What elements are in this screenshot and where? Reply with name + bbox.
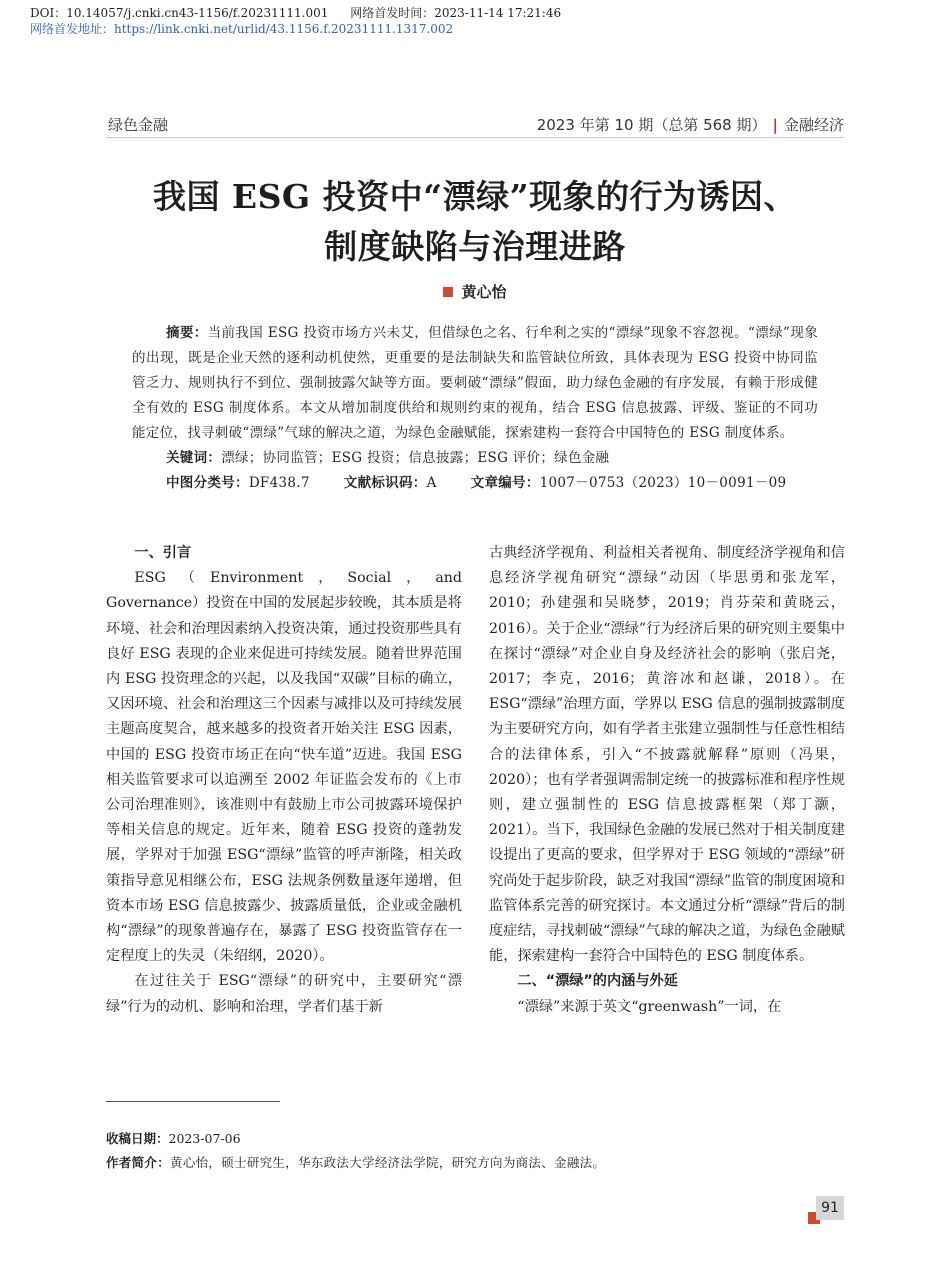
- body-paragraph: “漂绿”来源于英文“greenwash”一词，在: [517, 998, 782, 1015]
- author-name: 黄心怡: [461, 283, 507, 301]
- title-line-1: 我国 ESG 投资中“漂绿”现象的行为诱因、: [152, 177, 798, 216]
- bio-text: 黄心怡，硕士研究生，华东政法大学经济法学院，研究方向为商法、金融法。: [170, 1155, 606, 1170]
- abstract-text: 当前我国 ESG 投资市场方兴未艾，但借绿色之名、行牟利之实的“漂绿”现象不容忽视。“漂绿”现象的出现，既是企业天然的逐利动机使然，更重要的是法制缺失和监管缺位所致，具体表现为 ESG 投资中协同监管乏力、规则执行不到位、强制披露欠缺等方面。要刺破“漂绿”假面，助力绿色金融的有序发展，有赖于形成健全有效的 ESG 制度体系。本文从增加制度供给和规则约束的视角，结合 ESG 信息披露、评级、鉴证的不同功能定位，找寻刺破“漂绿”气球的解决之道，为绿色金融赋能，探索建构一套符合中国特色的 ESG 制度体系。: [132, 325, 818, 441]
- online-pub-url[interactable]: 网络首发地址：https://link.cnki.net/urlid/43.1156.f.20231111.1317.002: [30, 22, 454, 36]
- header-issue-info: [537, 114, 844, 135]
- received-date: 2023-07-06: [168, 1131, 241, 1146]
- received-label: 收稿日期：: [106, 1131, 169, 1146]
- footnote-rule: [106, 1101, 280, 1102]
- bio-label: 作者简介：: [106, 1155, 171, 1170]
- abstract-label: 摘要：: [166, 325, 208, 341]
- keywords-text: 漂绿；协同监管；ESG 投资；信息披露；ESG 评价；绿色金融: [221, 450, 610, 466]
- article-no-label: 文章编号：: [470, 475, 540, 491]
- doi-line: [30, 4, 561, 21]
- doi-text: DOI：10.14057/j.cnki.cn43-1156/f.20231111.001: [30, 6, 329, 20]
- keywords-label: 关键词：: [166, 450, 222, 466]
- doc-code-value: A: [426, 475, 437, 491]
- body-column-left: [106, 541, 462, 1020]
- body-paragraph: 古典经济学视角、利益相关者视角、制度经济学视角和信息经济学视角研究“漂绿”动因（毕思勇和张龙军，2010；孙建强和吴晓梦，2019；肖芬荣和黄晓云，2016）。关于企业“漂绿”行为经济后果的研究则主要集中在探讨“漂绿”对企业自身及经济社会的影响（张启尧，2017；李克，2016；黄溶冰和赵谦，2018）。在 ESG“漂绿”治理方面，学界以 ESG 信息的强制披露制度为主要研究方向，如有学者主张建立强制性与任意性相结合的法律体系，引入“不披露就解释”原则（冯果，2020）；也有学者强调需制定统一的披露标准和程序性规则，建立强制性的 ESG 信息披露框架（郑丁灏，2021）。当下，我国绿色金融的发展已然对于相关制度建设提出了更高的要求，但学界对于 ESG 领域的“漂绿”研究尚处于起步阶段，缺乏对我国“漂绿”监管的制度困境和监管体系完善的研究探讨。本文通过分析“漂绿”背后的制度症结，寻找刺破“漂绿”气球的解决之道，为绿色金融赋能，探索建构一套符合中国特色的 ESG 制度体系。: [489, 545, 845, 965]
- doc-code-label: 文献标识码：: [343, 475, 427, 491]
- page-number: 91: [816, 1196, 844, 1220]
- keywords-row: [132, 446, 818, 471]
- classification-row: [132, 471, 818, 496]
- section-heading-introduction: 一、引言: [134, 545, 192, 561]
- clc-value: DF438.7: [248, 475, 310, 491]
- clc-label: 中图分类号：: [166, 475, 249, 491]
- header-journal: 金融经济: [783, 116, 844, 134]
- title-line-2: 制度缺陷与治理进路: [324, 227, 626, 266]
- body-paragraph: 在过往关于 ESG“漂绿”的研究中，主要研究“漂绿”行为的动机、影响和治理，学者们基于新: [106, 973, 462, 1015]
- abstract-paragraph: [132, 321, 818, 446]
- section-heading-greenwash-definition: 二、“漂绿”的内涵与外延: [517, 973, 678, 990]
- body-column-right: [489, 541, 845, 1020]
- header-section: 绿色金融: [108, 116, 169, 134]
- article-no-value: 1007－0753（2023）10－0091－09: [539, 475, 787, 491]
- author-bio-row: [106, 1153, 605, 1171]
- header-separator: |: [772, 116, 778, 134]
- author-marker-square: [443, 287, 453, 297]
- author-row: [0, 281, 950, 302]
- header-rule: [106, 137, 844, 138]
- header-issue: 2023 年第 10 期（总第 568 期）: [536, 116, 767, 134]
- body-paragraph: ESG（Environment，Social，and Governance）投资在中国的发展起步较晚，其本质是将环境、社会和治理因素纳入投资决策，通过投资那些具有良好 ESG 表现的企业来促进可持续发展。随着世界范围内 ESG 投资理念的兴起，以及我国“双碳”目标的确立，又因环境、社会和治理这三个因素与减排以及可持续发展主题高度契合，越来越多的投资者开始关注 ESG 因素，中国的 ESG 投资市场正在向“快车道”迈进。我国 ESG 相关监管要求可以追溯至 2002 年证监会发布的《上市公司治理准则》，该准则中有鼓励上市公司披露环境保护等相关信息的规定。近年来，随着 ESG 投资的蓬勃发展，学界对于加强 ESG“漂绿”监管的呼声渐隆，相关政策指导意见相继公布，ESG 法规条例数量逐年递增，但资本市场 ESG 信息披露少、披露质量低，企业或金融机构“漂绿”的现象普遍存在，暴露了 ESG 投资监管存在一定程度上的失灵（朱绍纲，2020）。: [106, 570, 462, 965]
- abstract-block: [132, 321, 818, 496]
- online-pub-time: 网络首发时间：2023-11-14 17:21:46: [350, 6, 562, 20]
- article-title: [80, 172, 870, 272]
- received-date-row: [106, 1129, 241, 1147]
